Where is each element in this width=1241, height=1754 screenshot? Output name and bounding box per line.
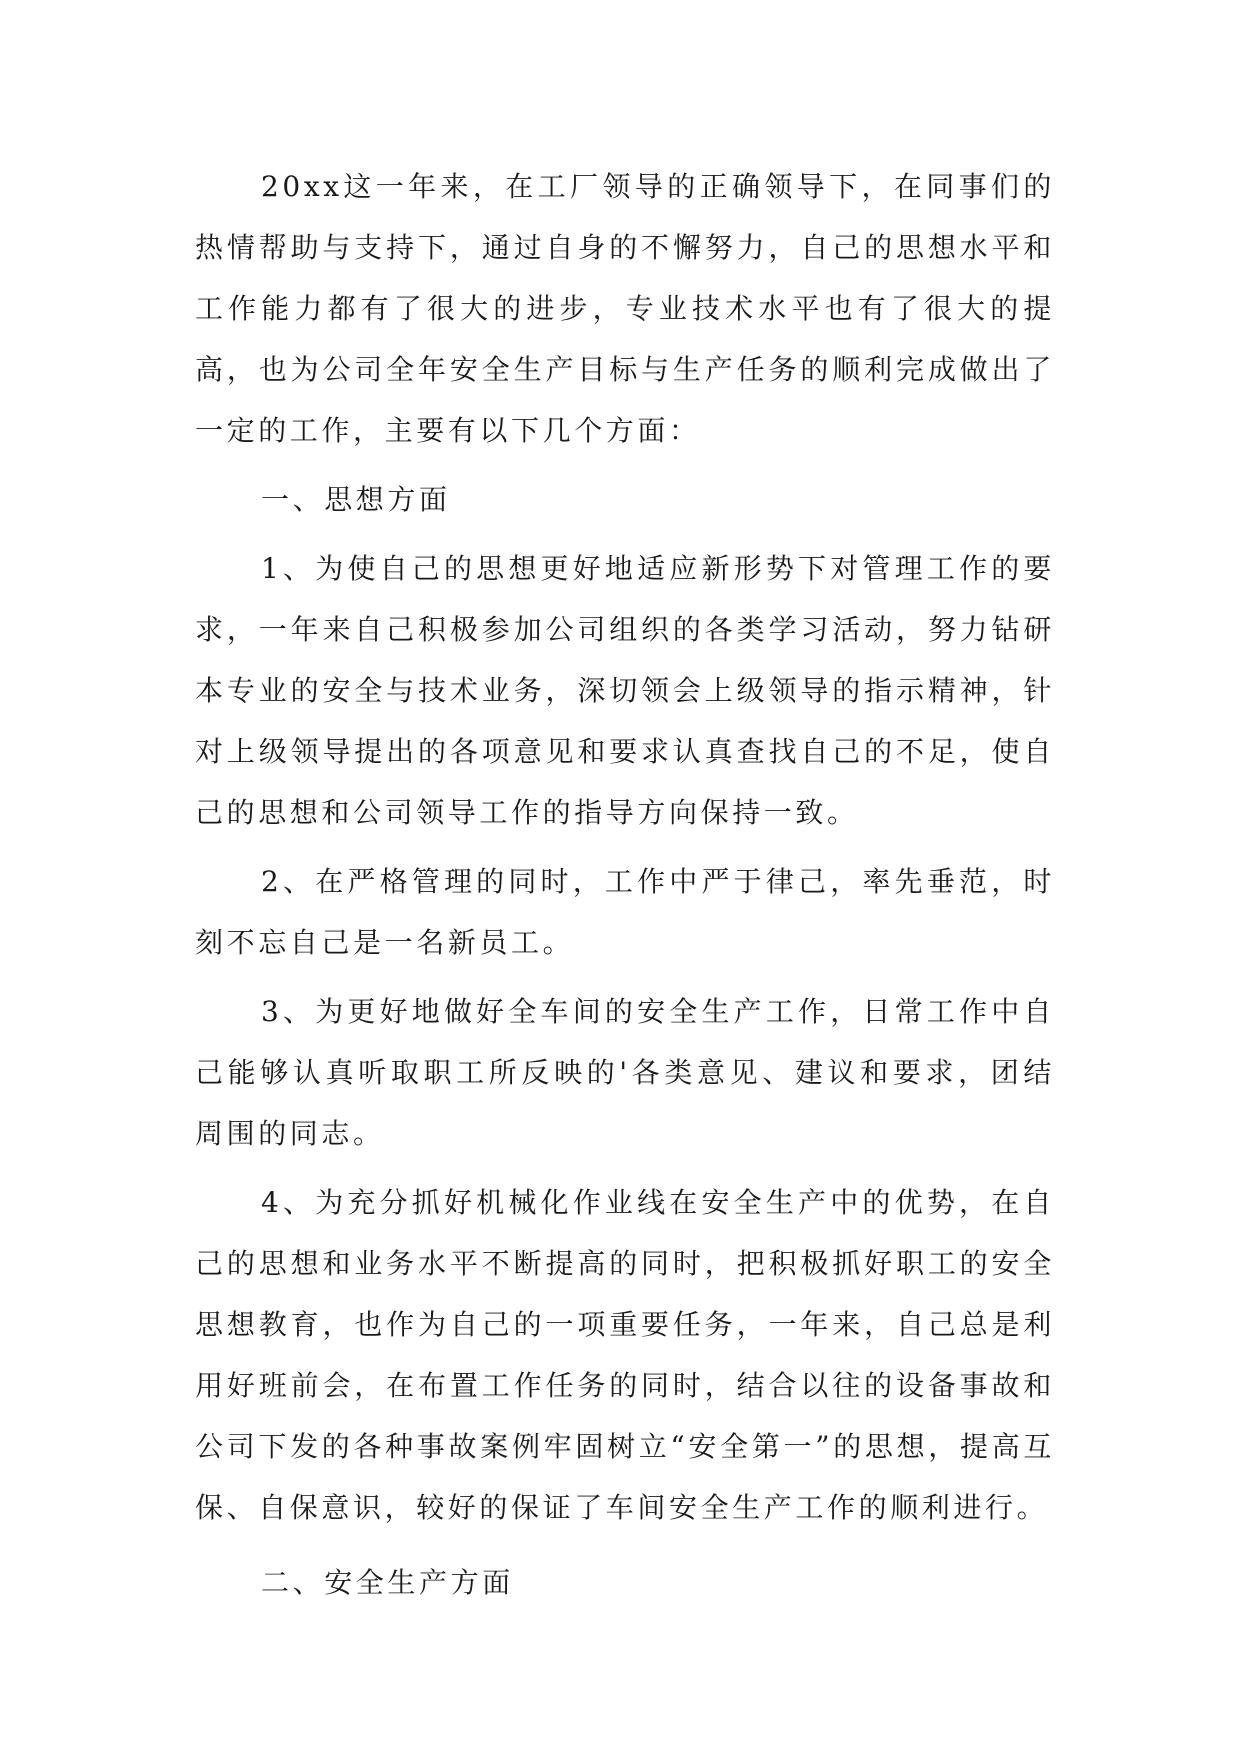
intro-paragraph: 20xx这一年来，在工厂领导的正确领导下，在同事们的热情帮助与支持下，通过自身的不懈努力，自己的思想水平和工作能力都有了很大的进步，专业技术水平也有了很大的提高，也为公司全年安全生产目标与生产任务的顺利完成做出了一定的工作，主要有以下几个方面： (195, 170, 1055, 447)
section-heading-thought: 一、思想方面 (261, 483, 451, 516)
thought-item-2: 2、在严格管理的同时，工作中严于律己，率先垂范，时刻不忘自己是一名新员工。 (195, 865, 1055, 959)
thought-item-1: 1、为使自己的思想更好地适应新形势下对管理工作的要求，一年来自己积极参加公司组织的各类学习活动，努力钻研本专业的安全与技术业务，深切领会上级领导的指示精神，针对上级领导提出的各项意见和要求认真查找自己的不足，使自己的思想和公司领导工作的指导方向保持一致。 (195, 552, 1055, 829)
section-heading-safety: 二、安全生产方面 (261, 1566, 514, 1599)
document-body (195, 156, 1055, 1621)
thought-item-3: 3、为更好地做好全车间的安全生产工作，日常工作中自己能够认真听取职工所反映的'各类意见、建议和要求，团结周围的同志。 (195, 995, 1055, 1150)
thought-item-4: 4、为充分抓好机械化作业线在安全生产中的优势，在自己的思想和业务水平不断提高的同时，把积极抓好职工的安全思想教育，也作为自己的一项重要任务，一年来，自己总是利用好班前会，在布置工作任务的同时，结合以往的设备事故和公司下发的各种事故案例牢固树立“安全第一”的思想，提高互保、自保意识，较好的保证了车间安全生产工作的顺利进行。 (195, 1186, 1055, 1524)
